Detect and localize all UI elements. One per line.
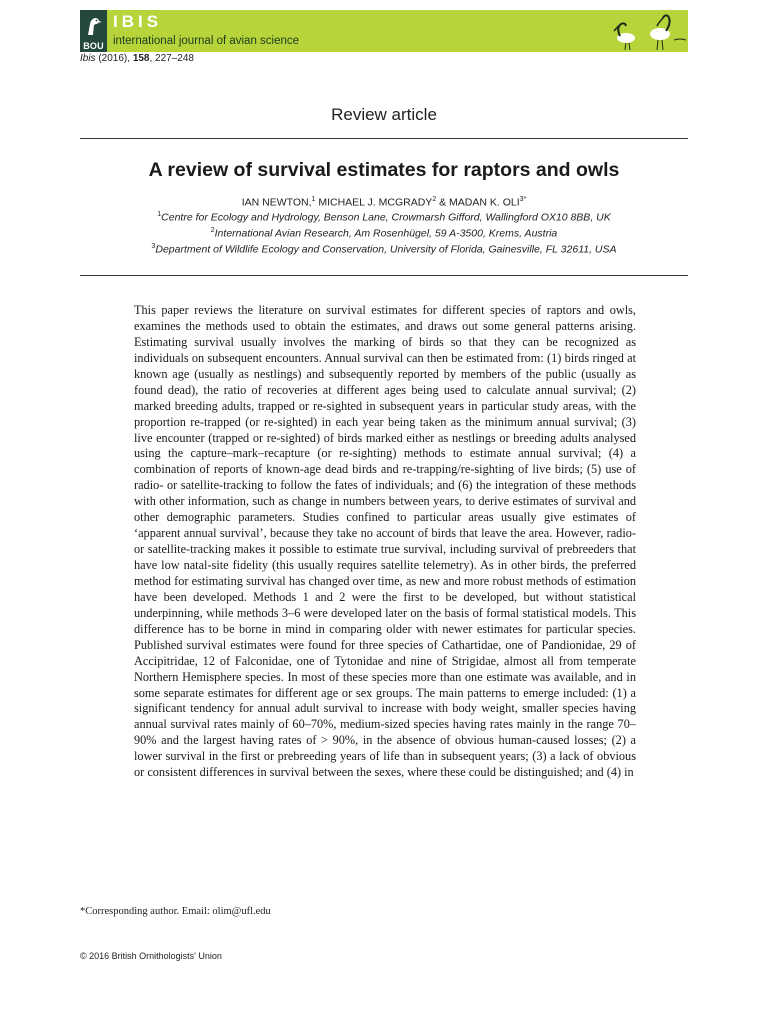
affiliation xyxy=(0,227,768,240)
author-name: & MADAN K. OLI xyxy=(439,196,520,209)
article-title: A review of survival estimates for raptors and owls xyxy=(148,159,620,181)
divider-bottom xyxy=(80,275,688,276)
affiliation-text: Centre for Ecology and Hydrology, Benson Lane, Crowmarsh Gifford, Wallingford OX10 8BB, UK xyxy=(161,211,611,224)
author-list xyxy=(0,196,768,209)
author-affiliation-mark: 3* xyxy=(519,196,527,203)
abstract-text: This paper reviews the literature on survival estimates for different species of raptors and owls, examines the methods used to obtain the estimates, and draws out some general patterns arising. Estimating survival usually involves the marking of birds so that they can be recognized as individuals on subsequent encounters. Annual survival can then be estimated from: (1) birds ringed at known age (usually as nestlings) and subsequently reported by members of the public (usually as found dead), the ratio of recoveries at different ages being used to calculate annual survival; (2) marked breeding adults, trapped or re-sighted in subsequent years in particular study areas, with the proportion re-trapped (or re-sighted) in each year being taken as the minimum annual survival; (3) live encounter (trapped or re-sighted) of birds marked either as nestlings or breeding adults analysed using the capture–mark–recapture (or re-sighting) methods to estimate annual survival; (4) a combination of reports of known-age dead birds and re-trapping/re-sighting of live birds; (5) use of radio- or satellite-tracking to follow the fates of individuals; and (6) the integration of these methods with other information, such as change in numbers between years, to derive estimates of survival and other demographic parameters. Studies confined to particular areas usually give estimates of ‘apparent annual survival’, because they take no account of birds that leave the area. However, radio- or satellite-tracking makes it possible to estimate true survival, including survival of prebreeders that have low natal-site fidelity (this usually requires satellite telemetry). As in other birds, the preferred method for estimating survival has changed over time, as new and more robust methods of estimation have been developed. Methods 1 and 2 were the first to be developed, but without statistical underpinning, while methods 3–6 were developed later on the basis of formal statistical models. This difference has to be borne in mind in comparing older with newer estimates for particular species. Published survival estimates were found for three species of Cathartidae, one of Pandionidae, 29 of Accipitridae, 12 of Falconidae, one of Tytonidae and nine of Strigidae, almost all from temperate Northern Hemisphere species. In most of these species more than one estimate was available, and in some separate estimates for different age or sex groups. The main patterns to emerge included: (1) a significant tendency for annual adult survival to increase with body weight, smaller species having annual survival rates mainly of 60–70%, medium-sized species having rates mainly in the range 70–90% and the largest having rates of > 90%, in the absence of obvious human-caused losses; (2) a lower survival in the first or prebreeding years of life than in subsequent years; (3) a lack of obvious or consistent differences in survival between the sexes, where these could be distinguished; and (4) in xyxy=(134,303,636,780)
citation-pages: , 227–248 xyxy=(149,53,194,64)
citation-year: (2016), xyxy=(98,53,131,64)
citation-volume: 158 xyxy=(132,53,150,64)
author-affiliation-mark: 1 xyxy=(311,196,316,203)
bou-logo xyxy=(80,10,107,52)
bou-logo-text: BOU xyxy=(83,41,104,51)
affiliation xyxy=(0,211,768,224)
ibis-birds-illustration-icon xyxy=(608,10,688,52)
bou-bird-logo-icon xyxy=(85,15,102,37)
affiliation-mark: 2 xyxy=(210,227,215,234)
journal-name: IBIS xyxy=(113,12,163,31)
affiliation xyxy=(0,243,768,256)
article-type-label: Review article xyxy=(331,105,437,124)
author-affiliation-mark: 2 xyxy=(432,196,437,203)
author-name: IAN NEWTON, xyxy=(241,196,312,209)
affiliation-mark: 3 xyxy=(151,243,156,250)
journal-banner xyxy=(80,10,688,52)
journal-tagline: international journal of avian science xyxy=(113,35,300,47)
affiliation-mark: 1 xyxy=(157,211,162,218)
copyright-notice: © 2016 British Ornithologists' Union xyxy=(80,951,222,961)
divider-top xyxy=(80,138,688,139)
corresponding-author-footnote: *Corresponding author. Email: olim@ufl.edu xyxy=(80,906,271,917)
citation-line xyxy=(80,53,194,64)
author-name: MICHAEL J. MCGRADY xyxy=(318,196,433,209)
affiliation-text: Department of Wildlife Ecology and Conservation, University of Florida, Gainesville, FL 32611, USA xyxy=(155,243,617,256)
citation-journal: Ibis xyxy=(80,53,96,64)
affiliation-text: International Avian Research, Am Rosenhügel, 59 A-3500, Krems, Austria xyxy=(214,227,558,240)
